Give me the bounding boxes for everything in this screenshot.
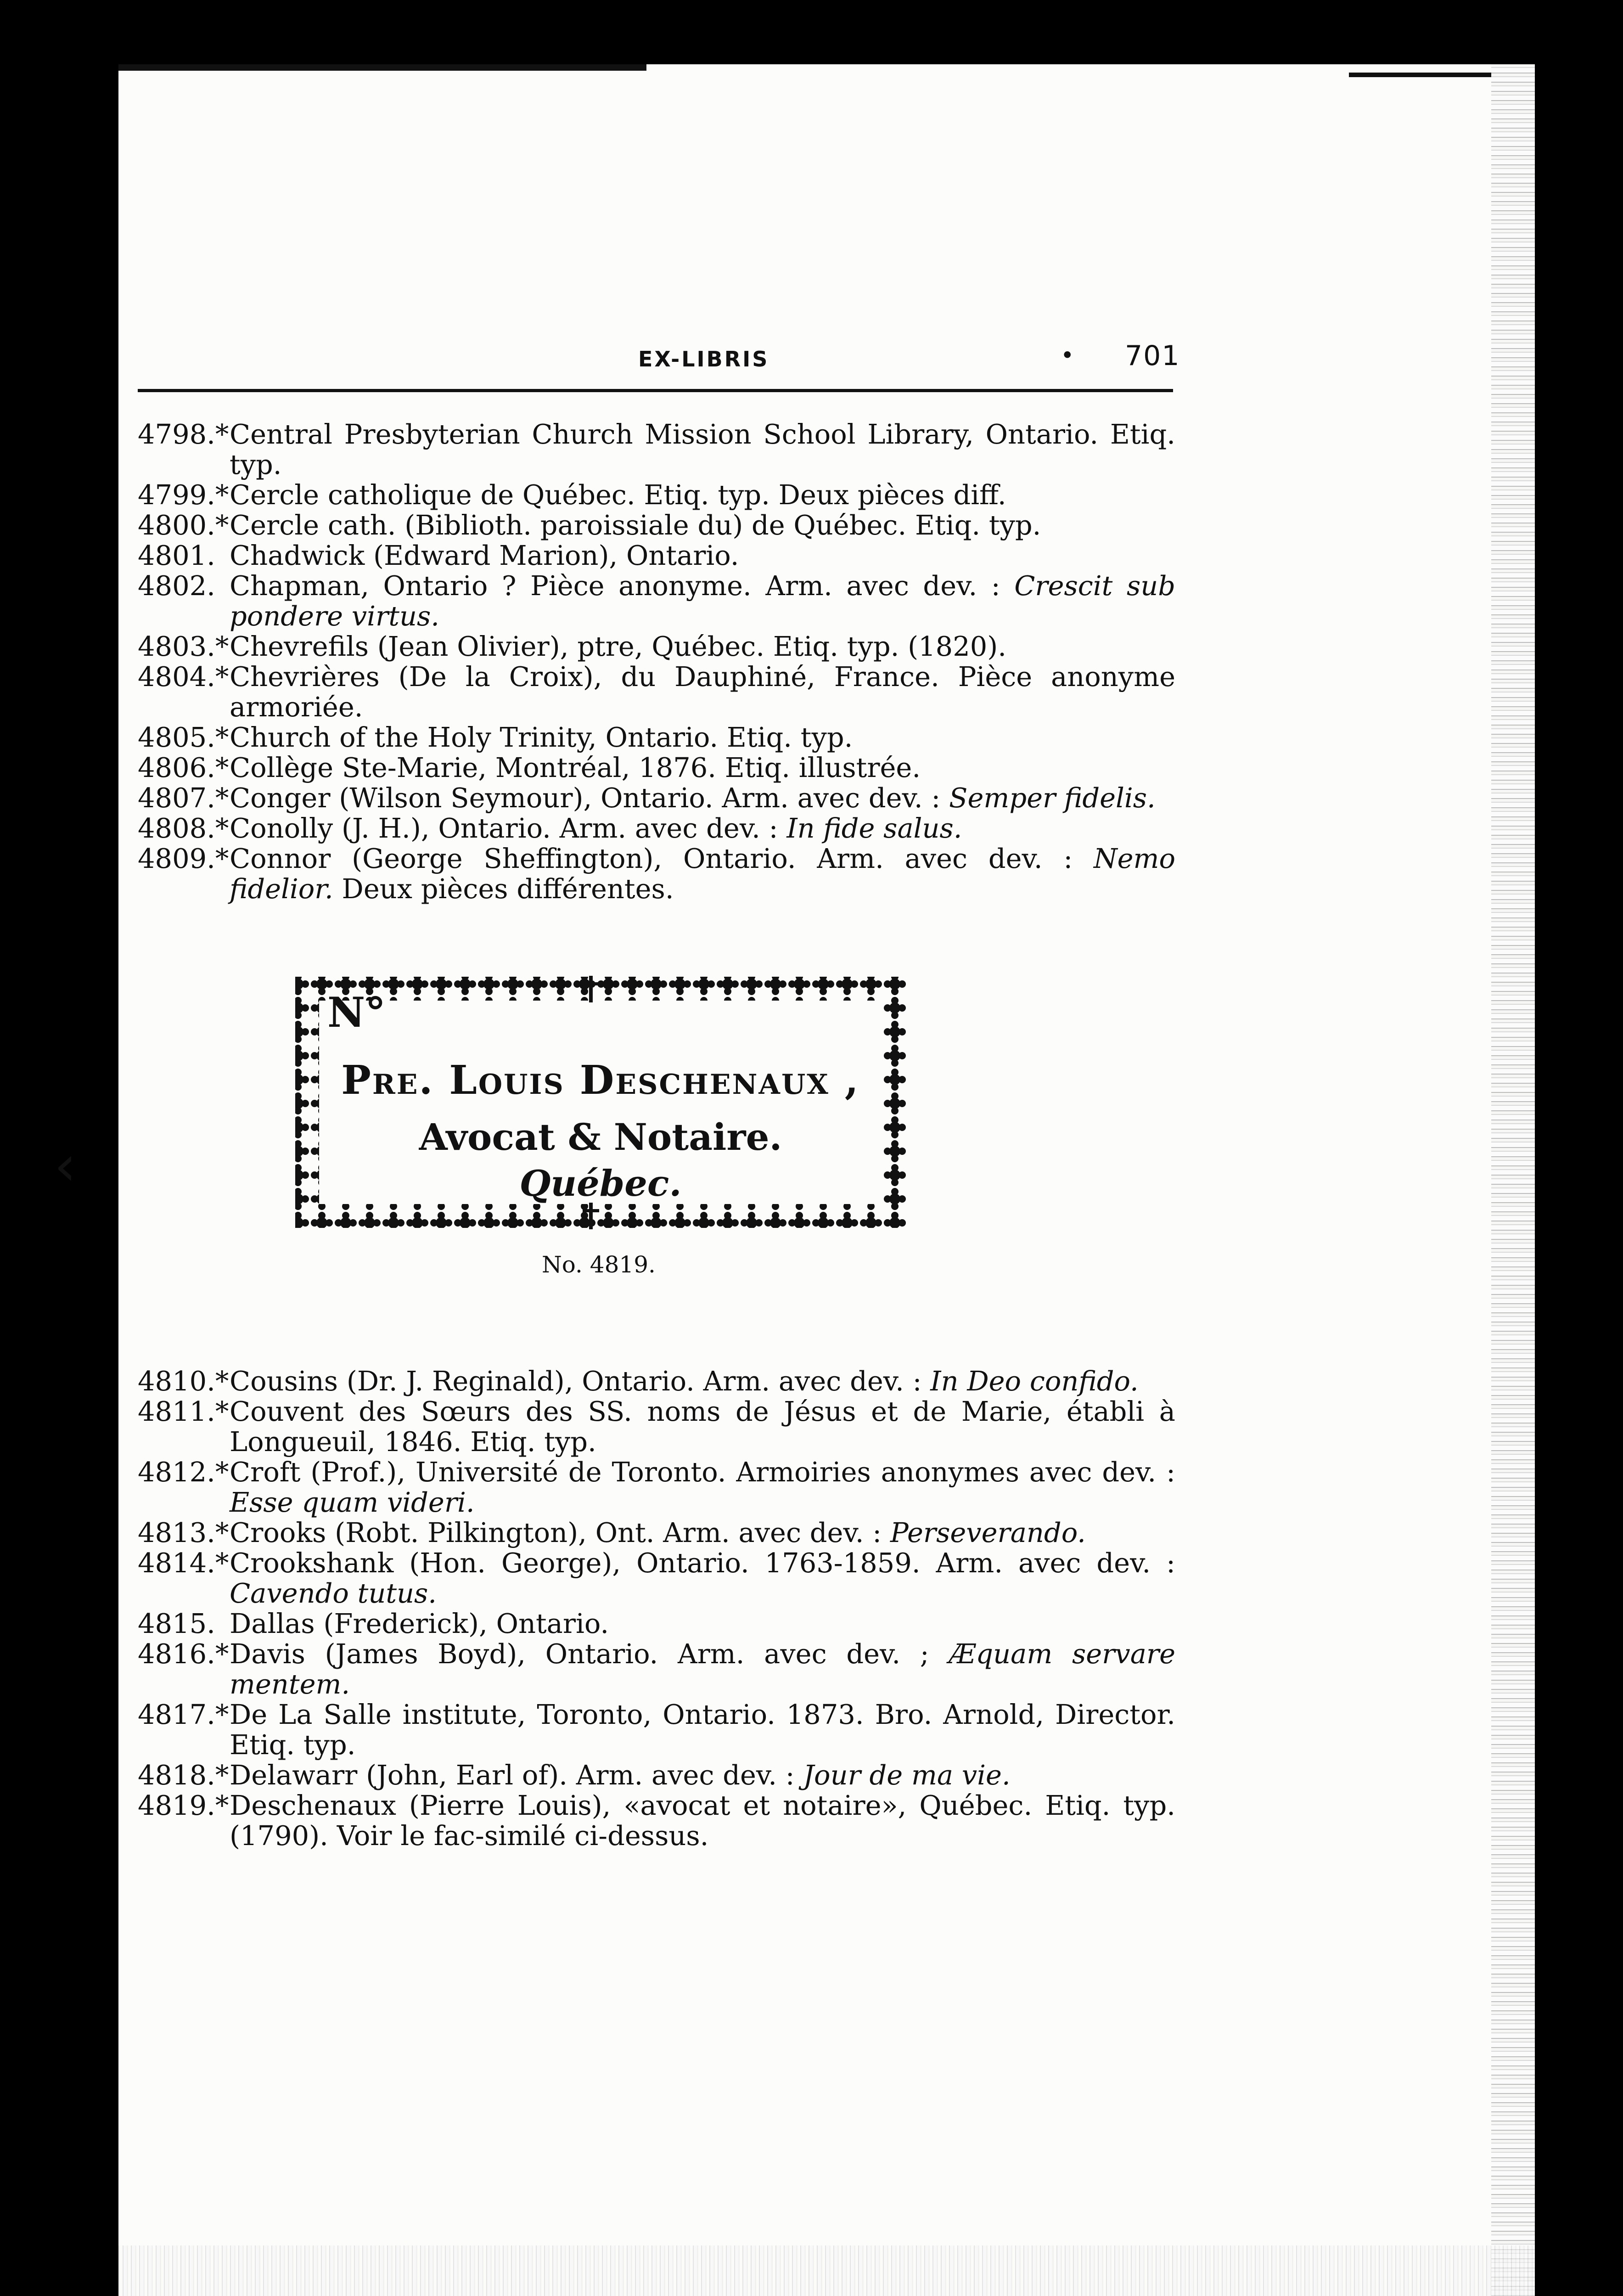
entry-motto: In Deo confido. xyxy=(930,1365,1139,1397)
plate-profession: Avocat & Notaire. xyxy=(419,1115,782,1159)
catalog-entry xyxy=(138,813,1175,844)
catalog-entry xyxy=(138,1790,1175,1851)
entry-motto: Semper fidelis. xyxy=(949,782,1156,814)
entry-text: Central Presbyterian Church Mission School Library, Ontario. Etiq. typ. xyxy=(230,418,1175,480)
entry-number: 4803.* xyxy=(138,630,229,662)
catalog-entry xyxy=(138,419,1175,480)
entry-text: Crookshank (Hon. George), Ontario. 1763-1859. Arm. avec dev. : xyxy=(230,1547,1175,1579)
entry-number: 4801. xyxy=(138,540,215,571)
plate-caption: No. 4819. xyxy=(542,1251,656,1278)
entry-text: Church of the Holy Trinity, Ontario. Etiq. typ. xyxy=(230,721,853,753)
header-bullet: • xyxy=(1061,342,1076,369)
catalog-entry xyxy=(138,1518,1175,1548)
entry-number: 4809.* xyxy=(138,843,229,874)
entry-number: 4806.* xyxy=(138,752,229,783)
bookplate-facsimile xyxy=(286,972,915,1234)
entry-list-bottom xyxy=(138,1366,1175,1851)
entry-number: 4818.* xyxy=(138,1759,229,1791)
catalog-entry xyxy=(138,1639,1175,1699)
catalog-entry xyxy=(138,1396,1175,1457)
entry-text: Couvent des Sœurs des SS. noms de Jésus et de Marie, établi à Longueuil, 1846. Etiq. typ. xyxy=(230,1396,1175,1458)
catalog-entry xyxy=(138,783,1175,813)
entry-number: 4811.* xyxy=(138,1396,229,1427)
entry-text: Collège Ste-Marie, Montréal, 1876. Etiq. illustrée. xyxy=(230,752,921,783)
entry-number: 4810.* xyxy=(138,1365,229,1397)
entry-number: 4805.* xyxy=(138,721,229,753)
catalog-entry xyxy=(138,571,1175,631)
entry-text: Chevrières (De la Croix), du Dauphiné, France. Pièce anonyme armoriée. xyxy=(230,661,1175,723)
scan-noise-bottom xyxy=(118,2245,1535,2296)
entry-text: Connor (George Sheffington), Ontario. Arm. avec dev. : xyxy=(230,843,1094,874)
catalog-entry xyxy=(138,540,1175,571)
entry-motto: Crescit sub pondere virtus. xyxy=(230,570,1175,632)
entry-text: Crooks (Robt. Pilkington), Ont. Arm. avec dev. : xyxy=(230,1517,890,1548)
plate-owner-name: Pre. Louis Deschenaux , xyxy=(341,1057,860,1103)
catalog-entry xyxy=(138,844,1175,904)
entry-motto: In fide salus. xyxy=(786,812,962,844)
entry-number: 4808.* xyxy=(138,812,229,844)
catalog-entry xyxy=(138,1548,1175,1609)
catalog-entry xyxy=(138,662,1175,722)
plate-city: Québec. xyxy=(519,1163,682,1204)
entry-text: Chevrefils (Jean Olivier), ptre, Québec. Etiq. typ. (1820). xyxy=(230,630,1007,662)
entry-number: 4813.* xyxy=(138,1517,229,1548)
catalog-entry xyxy=(138,1760,1175,1790)
catalog-entry xyxy=(138,1609,1175,1639)
header-title: EX-LIBRIS xyxy=(638,347,769,371)
catalog-entry xyxy=(138,1457,1175,1518)
entry-number: 4816.* xyxy=(138,1638,229,1670)
entry-text: Conger (Wilson Seymour), Ontario. Arm. avec dev. : xyxy=(230,782,949,814)
entry-text: Conolly (J. H.), Ontario. Arm. avec dev. : xyxy=(230,812,787,844)
entry-text: Deschenaux (Pierre Louis), «avocat et notaire», Québec. Etiq. typ. (1790). Voir le fac-similé ci-dessus. xyxy=(230,1790,1175,1851)
entry-text: Dallas (Frederick), Ontario. xyxy=(230,1608,609,1639)
entry-motto: Esse quam videri. xyxy=(230,1486,475,1518)
entry-number: 4800.* xyxy=(138,509,229,541)
page-edge-shadow xyxy=(1491,64,1535,2296)
entry-text-after: Deux pièces différentes. xyxy=(333,873,674,905)
entry-motto: Nemo fidelior. xyxy=(230,843,1175,905)
entry-text: Chapman, Ontario ? Pièce anonyme. Arm. avec dev. : xyxy=(230,570,1015,602)
catalog-entry xyxy=(138,1699,1175,1760)
entry-text: Davis (James Boyd), Ontario. Arm. avec dev. ; xyxy=(230,1638,949,1670)
header-rule xyxy=(138,389,1173,392)
entry-text: De La Salle institute, Toronto, Ontario. 1873. Bro. Arnold, Director. Etiq. typ. xyxy=(230,1699,1175,1761)
entry-text: Croft (Prof.), Université de Toronto. Armoiries anonymes avec dev. : xyxy=(230,1456,1175,1488)
catalog-entry xyxy=(138,631,1175,662)
entry-number: 4802. xyxy=(138,570,215,602)
entry-number: 4814.* xyxy=(138,1547,229,1579)
margin-mark: ‹ xyxy=(54,1134,76,1198)
catalog-entry xyxy=(138,510,1175,540)
entry-motto: Perseverando. xyxy=(890,1517,1086,1548)
entry-number: 4798.* xyxy=(138,418,229,450)
entry-number: 4804.* xyxy=(138,661,229,692)
entry-text: Cousins (Dr. J. Reginald), Ontario. Arm. avec dev. : xyxy=(230,1365,931,1397)
entry-text: Cercle catholique de Québec. Etiq. typ. Deux pièces diff. xyxy=(230,479,1006,511)
entry-motto: Æquam servare mentem. xyxy=(230,1638,1175,1700)
entry-number: 4799.* xyxy=(138,479,229,511)
catalog-entry xyxy=(138,753,1175,783)
page-number: 701 xyxy=(1125,340,1180,372)
plate-number-label: N° xyxy=(327,988,386,1037)
entry-motto: Cavendo tutus. xyxy=(230,1577,437,1609)
entry-number: 4807.* xyxy=(138,782,229,814)
entry-motto: Jour de ma vie. xyxy=(803,1759,1011,1791)
entry-list-top xyxy=(138,419,1175,904)
catalog-entry xyxy=(138,480,1175,510)
entry-number: 4812.* xyxy=(138,1456,229,1488)
entry-text: Chadwick (Edward Marion), Ontario. xyxy=(230,540,739,571)
entry-text: Delawarr (John, Earl of). Arm. avec dev. : xyxy=(230,1759,803,1791)
entry-number: 4815. xyxy=(138,1608,215,1639)
running-header xyxy=(239,342,1226,383)
entry-text: Cercle cath. (Biblioth. paroissiale du) de Québec. Etiq. typ. xyxy=(230,509,1041,541)
scan-edge-line xyxy=(118,64,646,71)
entry-number: 4817.* xyxy=(138,1699,229,1730)
catalog-entry xyxy=(138,1366,1175,1396)
entry-number: 4819.* xyxy=(138,1790,229,1821)
catalog-entry xyxy=(138,722,1175,753)
